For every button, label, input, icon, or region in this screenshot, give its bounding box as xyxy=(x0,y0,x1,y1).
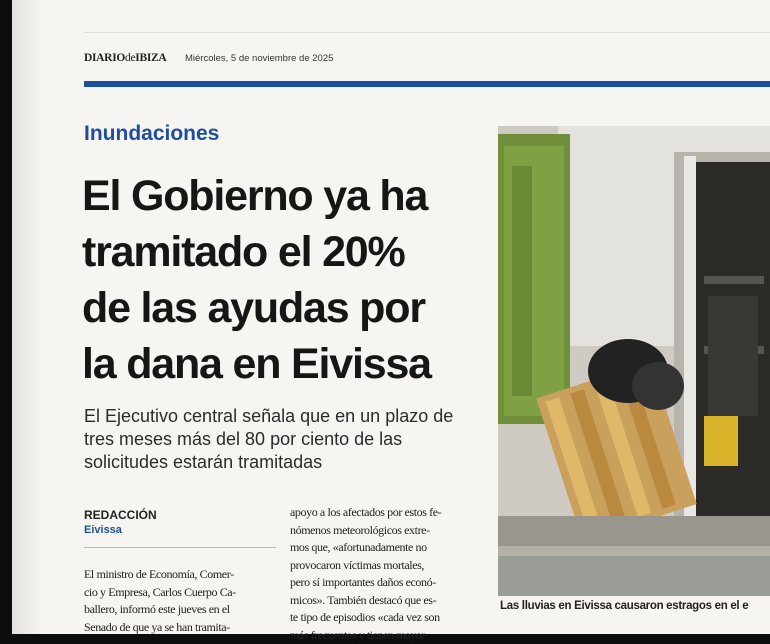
body-column-1 xyxy=(84,566,282,636)
body-line: nómenos meteorológicos extre- xyxy=(290,522,500,540)
body-line: más frecuentes y tienen mayor xyxy=(290,627,500,644)
page-shadow xyxy=(12,0,42,634)
body-line: El ministro de Economía, Comer- xyxy=(84,566,282,584)
article-photo xyxy=(498,126,770,596)
top-rule xyxy=(84,32,770,33)
body-line: ballero, informó este jueves en el xyxy=(84,601,282,619)
photo-illustration xyxy=(498,126,770,596)
byline-rule xyxy=(84,547,276,548)
body-line: micos». También destacó que es- xyxy=(290,592,500,610)
headline-line: la dana en Eivissa xyxy=(82,336,492,392)
photo-caption: Las lluvias en Eivissa causaron estragos en el e xyxy=(500,600,748,612)
headline-line: tramitado el 20% xyxy=(82,224,492,280)
body-line: cio y Empresa, Carlos Cuerpo Ca- xyxy=(84,584,282,602)
body-line: Senado de que ya se han tramita- xyxy=(84,619,282,637)
body-line: apoyo a los afectados por estos fe- xyxy=(290,504,500,522)
issue-date: Miércoles, 5 de noviembre de 2025 xyxy=(185,53,333,64)
header-blue-rule xyxy=(84,81,770,87)
headline-line: El Gobierno ya ha xyxy=(82,168,492,224)
subtitle-line: tres meses más del 80 por ciento de las xyxy=(84,428,484,451)
byline-location: Eivissa xyxy=(84,524,122,536)
body-line: mos que, «afortunadamente no xyxy=(290,539,500,557)
subtitle-line: solicitudes estarán tramitadas xyxy=(84,451,484,474)
subtitle-line: El Ejecutivo central señala que en un plazo de xyxy=(84,405,484,428)
headline-line: de las ayudas por xyxy=(82,280,492,336)
section-label: Inundaciones xyxy=(84,122,219,146)
body-line: te tipo de episodios «cada vez son xyxy=(290,609,500,627)
masthead: DIARIOdeIBIZA xyxy=(84,52,166,64)
body-line: pero sí importantes daños econó- xyxy=(290,574,500,592)
headline xyxy=(82,168,492,392)
byline: REDACCIÓN xyxy=(84,508,157,522)
body-line: provocaron víctimas mortales, xyxy=(290,557,500,575)
subtitle xyxy=(84,405,484,474)
body-column-2 xyxy=(290,504,500,644)
